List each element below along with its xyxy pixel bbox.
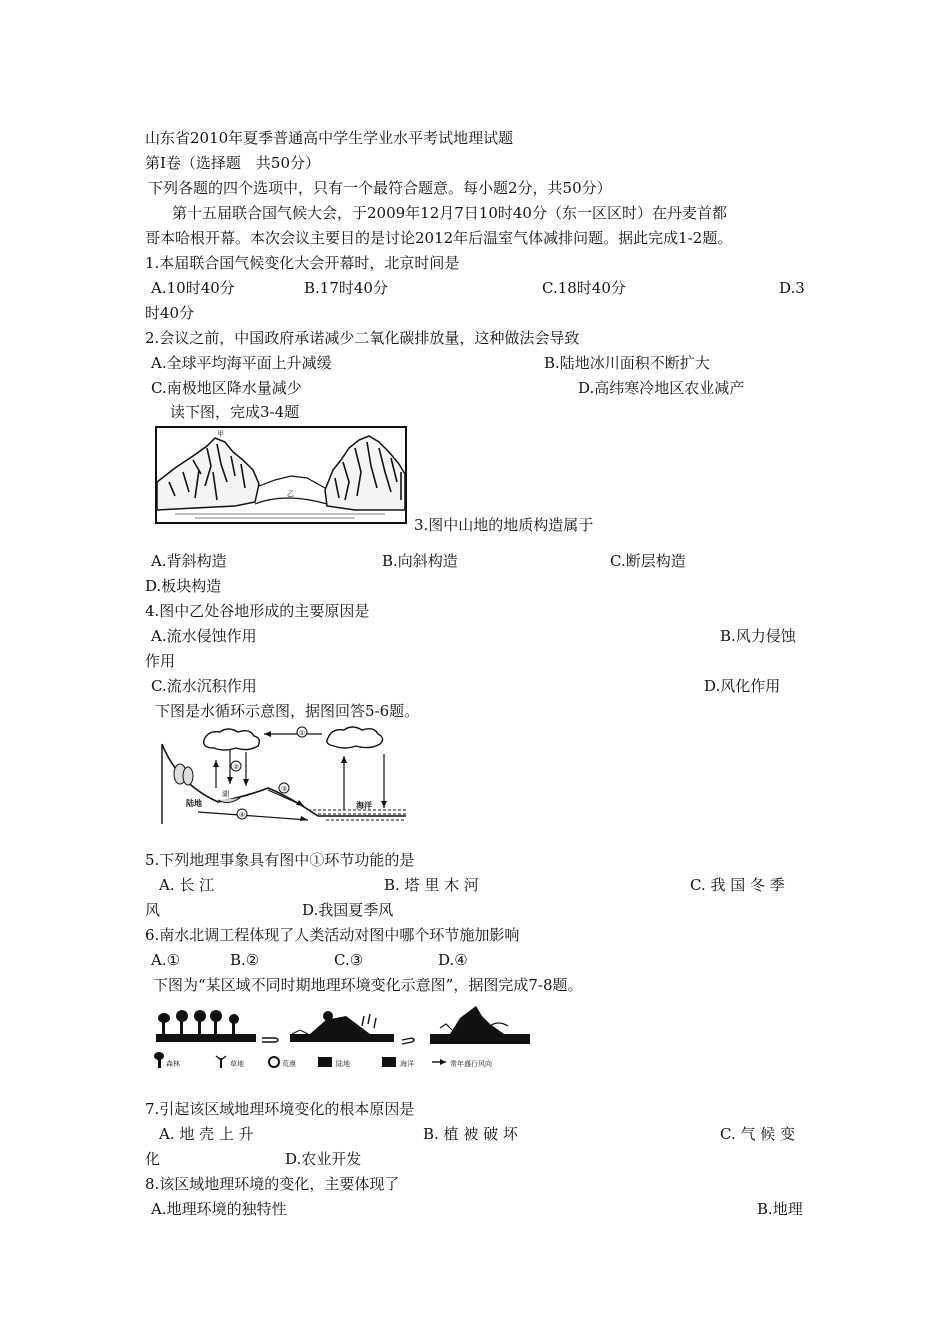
question-3-stem: 3.图中山地的地质构造属于 <box>414 516 594 534</box>
q2-option-b: B.陆地冰川面积不断扩大 <box>544 354 710 372</box>
passage-line-2: 哥本哈根开幕。本次会议主要目的是讨论2012年后温室气体减排问题。据此完成1-2题。 <box>145 229 733 247</box>
q4-option-a: A.流水侵蚀作用 <box>151 627 257 645</box>
q6-option-b: B.② <box>230 951 260 969</box>
q4-option-b: B.风力侵蚀 <box>720 627 796 645</box>
q2-option-a: A.全球平均海平面上升减缓 <box>151 354 332 372</box>
label-lake: 湖 <box>222 790 229 798</box>
label-yi: 乙 <box>287 490 294 498</box>
label-n2: ② <box>233 763 240 771</box>
q7-option-a: A. 地 壳 上 升 <box>159 1125 254 1143</box>
q4-option-d: D.风化作用 <box>704 677 781 695</box>
legend-land: 陆地 <box>336 1060 350 1068</box>
mountain-figure <box>155 426 407 524</box>
question-6-stem: 6.南水北调工程体现了人类活动对图中哪个环节施加影响 <box>145 926 520 944</box>
q6-option-c: C.③ <box>334 951 364 969</box>
water-cycle-figure <box>158 724 408 828</box>
question-1-stem: 1.本届联合国气候变化大会开幕时，北京时间是 <box>145 254 460 272</box>
q7-option-c: C. 气 候 变 <box>720 1125 796 1143</box>
q4-option-c: C.流水沉积作用 <box>151 677 257 695</box>
q5-option-c: C. 我 国 冬 季 <box>690 876 785 894</box>
label-land: 陆地 <box>186 798 202 808</box>
question-2-stem: 2.会议之前，中国政府承诺减少二氧化碳排放量，这种做法会导致 <box>145 329 580 347</box>
q2-option-c: C.南极地区降水量减少 <box>151 379 302 397</box>
q7-option-b: B. 植 被 破 坏 <box>423 1125 518 1143</box>
label-ocean: 海洋 <box>356 800 372 810</box>
question-7-stem: 7.引起该区域地理环境变化的根本原因是 <box>145 1100 415 1118</box>
q6-option-d: D.④ <box>438 951 468 969</box>
section-heading: 第Ⅰ卷（选择题 共50分） <box>145 154 321 172</box>
q1-option-a: A.10时40分 <box>151 279 235 297</box>
q1-option-d: D.3 <box>779 279 805 297</box>
instruction: 下列各题的四个选项中，只有一个最符合题意。每小题2分，共50分） <box>148 179 612 197</box>
figure-1-intro: 读下图，完成3-4题 <box>170 403 300 421</box>
q2-option-d: D.高纬寒冷地区农业减产 <box>578 379 745 397</box>
figure-3-intro: 下图为“某区域不同时期地理环境变化示意图”，据图完成7-8题。 <box>153 976 583 994</box>
q5-option-a: A. 长 江 <box>159 876 215 894</box>
label-n1: ① <box>299 729 306 737</box>
q8-option-b: B.地理 <box>757 1200 803 1218</box>
legend-wind: 常年盛行风向 <box>450 1060 492 1068</box>
q7-option-c-cont: 化 <box>145 1150 161 1168</box>
q5-option-d: D.我国夏季风 <box>302 901 394 919</box>
label-n3: ③ <box>281 785 288 793</box>
q5-option-c-cont: 风 <box>145 901 161 919</box>
q3-option-c: C.断层构造 <box>610 552 686 570</box>
passage-line-1: 第十五届联合国气候大会，于2009年12月7日10时40分（东一区区时）在丹麦首都 <box>172 204 727 222</box>
q3-option-d: D.板块构造 <box>145 577 222 595</box>
q7-option-d: D.农业开发 <box>285 1150 362 1168</box>
label-n4: ④ <box>239 811 246 819</box>
environment-change-figure <box>150 998 534 1078</box>
q1-option-d-cont: 时40分 <box>145 304 195 322</box>
legend-sand: 荒漠 <box>282 1060 296 1068</box>
q4-option-b-cont: 作用 <box>145 652 176 670</box>
q5-option-b: B. 塔 里 木 河 <box>384 876 479 894</box>
paper-title: 山东省2010年夏季普通高中学生学业水平考试地理试题 <box>145 129 514 147</box>
q3-option-a: A.背斜构造 <box>151 552 227 570</box>
legend-sea: 海洋 <box>400 1060 414 1068</box>
question-4-stem: 4.图中乙处谷地形成的主要原因是 <box>145 602 370 620</box>
q3-option-b: B.向斜构造 <box>382 552 458 570</box>
q6-option-a: A.① <box>151 951 181 969</box>
q1-option-c: C.18时40分 <box>542 279 626 297</box>
question-5-stem: 5.下列地理事象具有图中①环节功能的是 <box>145 851 415 869</box>
legend-grass: 草地 <box>230 1060 244 1068</box>
question-8-stem: 8.该区域地理环境的变化，主要体现了 <box>145 1175 400 1193</box>
label-jia: 甲 <box>217 430 224 438</box>
figure-2-intro: 下图是水循环示意图，据图回答5-6题。 <box>155 702 420 720</box>
legend-forest: 森林 <box>166 1060 180 1068</box>
q8-option-a: A.地理环境的独特性 <box>151 1200 287 1218</box>
q1-option-b: B.17时40分 <box>304 279 388 297</box>
